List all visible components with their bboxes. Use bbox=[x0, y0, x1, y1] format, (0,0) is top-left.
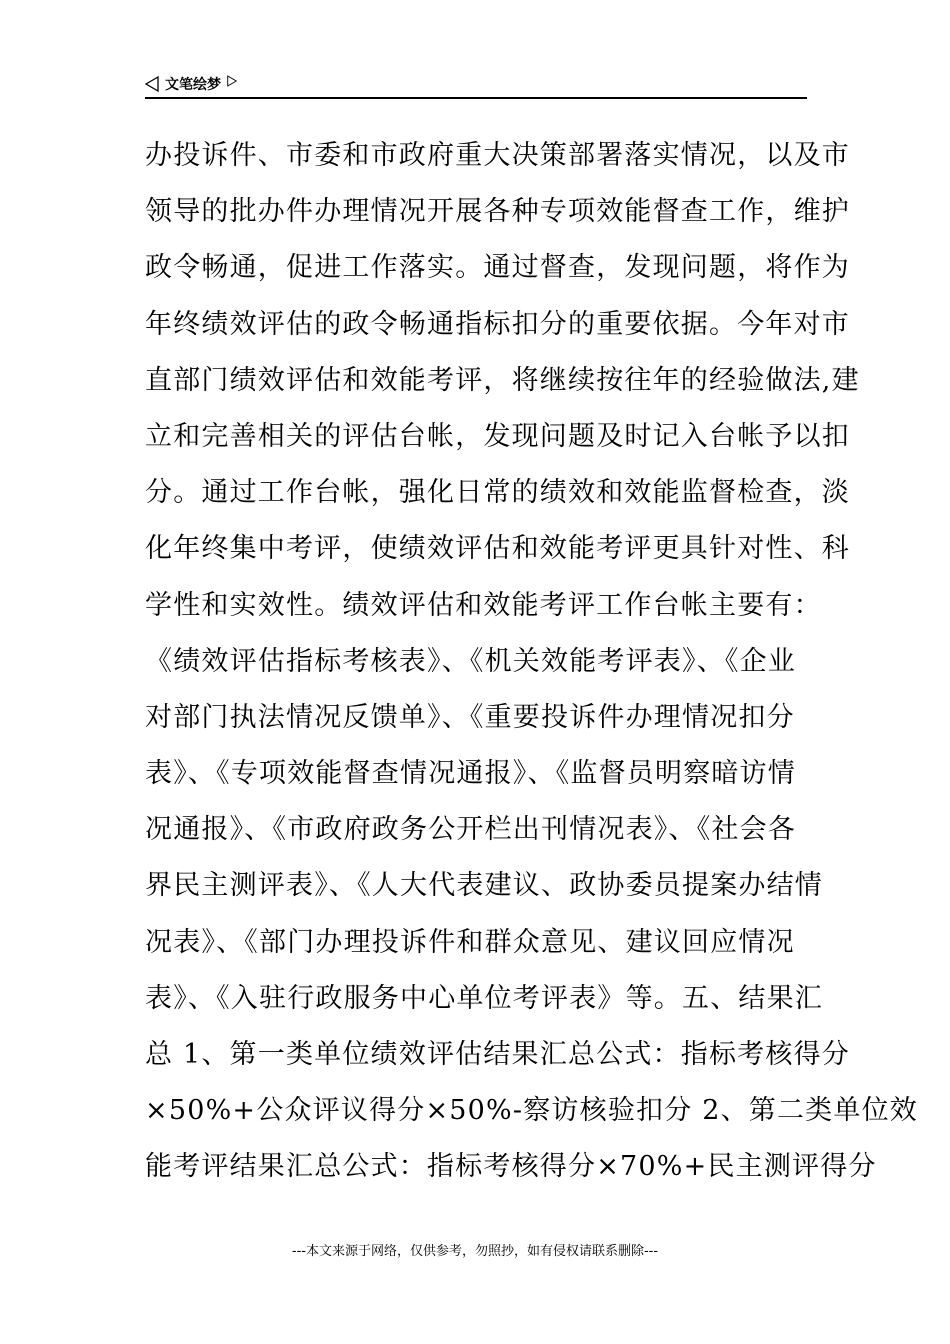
text-line: 对部门执法情况反馈单》、《重要投诉件办理情况扣分 bbox=[145, 701, 795, 733]
text-line: 立和完善相关的评估台帐，发现问题及时记入台帐予以扣 bbox=[145, 420, 850, 452]
page-footer: ---本文来源于网络，仅供参考，勿照抄，如有侵权请联系删除--- bbox=[291, 1244, 659, 1259]
text-line: 能考评结果汇总公式：指标考核得分×70%+民主测评得分 bbox=[145, 1151, 877, 1183]
text-line: ×50%+公众评议得分×50%-察访核验扣分 2、第二类单位效 bbox=[145, 1095, 918, 1127]
header-title: 文笔绘梦 bbox=[165, 77, 221, 93]
text-line: 分。通过工作台帐，强化日常的绩效和效能监督检查，淡 bbox=[145, 477, 850, 509]
text-line: 学性和实效性。绩效评估和效能考评工作台帐主要有： bbox=[145, 589, 822, 621]
page-header bbox=[145, 74, 237, 94]
text-line: 办投诉件、市委和市政府重大决策部署落实情况，以及市 bbox=[145, 140, 850, 171]
text-line: 总 1、第一类单位绩效评估结果汇总公式：指标考核得分 bbox=[145, 1039, 850, 1070]
text-line: 化年终集中考评，使绩效评估和效能考评更具针对性、科 bbox=[145, 533, 850, 565]
header-divider bbox=[145, 97, 807, 99]
triangle-left-icon bbox=[145, 76, 159, 92]
text-line: 领导的批办件办理情况开展各种专项效能督查工作，维护 bbox=[145, 196, 850, 228]
text-line: 况表》、《部门办理投诉件和群众意见、建议回应情况 bbox=[145, 926, 795, 958]
text-line: 《绩效评估指标考核表》、《机关效能考评表》、《企业 bbox=[145, 645, 796, 677]
text-line: 况通报》、《市政府政务公开栏出刊情况表》、《社会各 bbox=[145, 814, 796, 846]
text-line: 直部门绩效评估和效能考评，将继续按往年的经验做法,建 bbox=[145, 364, 860, 396]
document-body bbox=[145, 128, 918, 1196]
text-line: 政令畅通，促进工作落实。通过督查，发现问题，将作为 bbox=[145, 252, 850, 284]
text-line: 表》、《专项效能督查情况通报》、《监督员明察暗访情 bbox=[145, 758, 796, 790]
text-line: 年终绩效评估的政令畅通指标扣分的重要依据。今年对市 bbox=[145, 308, 850, 340]
text-line: 表》、《入驻行政服务中心单位考评表》等。五、结果汇 bbox=[145, 982, 823, 1014]
text-line: 界民主测评表》、《人大代表建议、政协委员提案办结情 bbox=[145, 870, 823, 902]
triangle-right-icon bbox=[227, 75, 237, 87]
